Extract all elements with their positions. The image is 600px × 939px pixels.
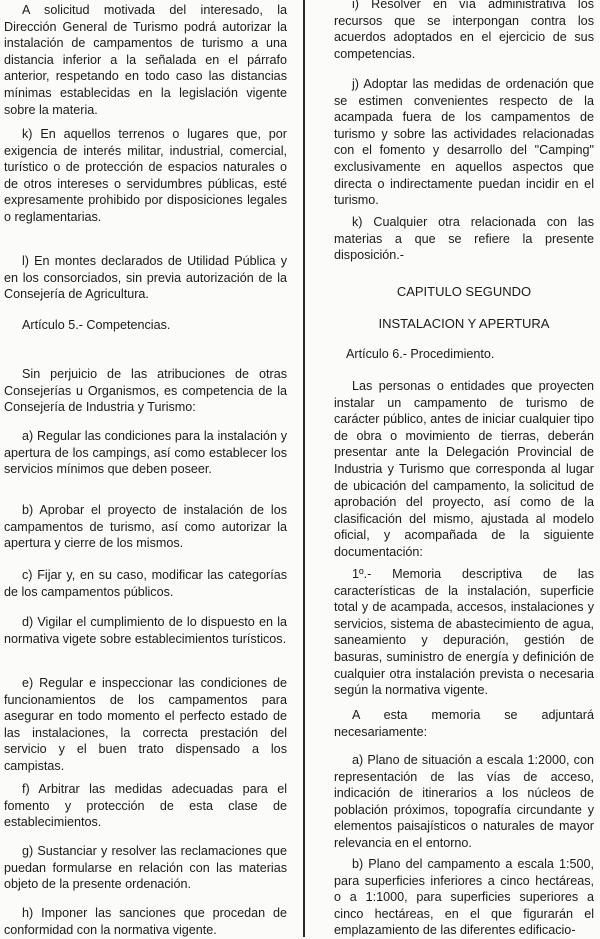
paragraph-competences-intro: Sin perjuicio de las atribuciones de otras Consejerías u Organismos, es competencia de la Consejería de Industria y Turismo: xyxy=(4,367,287,415)
paragraph-item-h-sanctions: h) Imponer las sanciones que procedan de conformidad con la normativa vigente. xyxy=(4,906,287,937)
paragraph-item-k-restricted-lands: k) En aquellos terrenos o lugares que, por exigencia de interés militar, industrial, comercial, turístico o de protección de espacios naturales o de otros intereses o servidumbres públicas, esté expresamente prohibido por disposiciones legales o reglamentarias. xyxy=(4,127,287,224)
paragraph-memoria-attachment: A esta memoria se adjuntará necesariamente: xyxy=(334,708,594,739)
paragraph-procedure: Las personas o entidades que proyecten instalar un campamento de turismo de carácter público, antes de iniciar cualquier tipo de obra o movimiento de tierras, deberán presentar ante la Delegación Provincial de Industria y Turismo que corresponda al lugar de ubicación del campamento, la solicitud de aprobación del proyecto, así como de la clasificación del mismo, ajustada al modelo oficial, y acompañada de la siguiente documentación: xyxy=(334,379,594,559)
paragraph-item-g-claims: g) Sustanciar y resolver las reclamaciones que puedan formularse en relación con las materias objeto de la presente ordenación. xyxy=(4,844,287,892)
section-heading: INSTALACION Y APERTURA xyxy=(378,316,550,331)
paragraph-item-e-inspect: e) Regular e inspeccionar las condiciones de funcionamientos de los campamentos para asegurar en todo momento el perfecto estado de las instalaciones, la correcta prestación del servicio y el buen trato dispensado a los campistas. xyxy=(4,676,287,773)
paragraph-item-j-camping-measures: j) Adoptar las medidas de ordenación que se estimen convenientes respecto de la acampada fuera de los campamentos de turismo y sobre las actividades relacionadas con el fomento y desarrollo del "Camping" exclusivamente en aquellos aspectos que directa o indirectamente puedan incidir en el turismo. xyxy=(334,77,594,208)
paragraph-item-a-regulate: a) Regular las condiciones para la instalación y apertura de los campings, así como establecer los servicios mínimos que deben poseer. xyxy=(4,429,287,477)
column-divider xyxy=(303,0,305,937)
paragraph-item-b-camp-plan: b) Plano del campamento a escala 1:500, para superficies inferiores a cinco hectáreas, o a 1:1000, para superficies superiores a cinco hectáreas, en el que figurarán el emplazamiento de las diferentes edificacio- xyxy=(334,857,594,938)
paragraph-item-l-public-forests: l) En montes declarados de Utilidad Pública y en los consorciados, sin previa autorización de la Consejería de Agricultura. xyxy=(4,254,287,302)
paragraph-item-k-other: k) Cualquier otra relacionada con las materias a que se refiere la presente disposición.- xyxy=(334,215,594,263)
paragraph-item-c-categories: c) Fijar y, en su caso, modificar las categorías de los campamentos públicos. xyxy=(4,568,287,599)
paragraph-item-f-arbitrate: f) Arbitrar las medidas adecuadas para el fomento y protección de esta clase de establecimientos. xyxy=(4,782,287,830)
paragraph-item-a-location-plan: a) Plano de situación a escala 1:2000, con representación de las vías de acceso, indicación de itinerarios a los núcleos de población próximos, topografía circundante y elementos paisajísticos o naturales de mayor relevancia en el entorno. xyxy=(334,753,594,850)
paragraph-item-1-memoria: 1º.- Memoria descriptiva de las características de la instalación, superficie total y de acampada, accesos, instalaciones y servicios, sistema de abastecimiento de agua, saneamiento y depuración, gestión de basuras, suministro de energía y definición de cualquier otra instalación prevista o necesaria según la normativa vigente. xyxy=(334,567,594,698)
paragraph-item-b-approve: b) Aprobar el proyecto de instalación de los campamentos de turismo, así como autorizar la apertura y cierre de los mismos. xyxy=(4,503,287,551)
article-6-heading: Artículo 6.- Procedimiento. xyxy=(346,347,495,361)
paragraph-item-i-appeals: i) Resolver en vía administrativa los recursos que se interpongan contra los acuerdos adoptados en el ejercicio de sus competencias. xyxy=(334,0,594,61)
paragraph-item-d-monitor: d) Vigilar el cumplimiento de lo dispuesto en la normativa vigete sobre establecimientos turísticos. xyxy=(4,615,287,646)
article-5-heading: Artículo 5.- Competencias. xyxy=(22,318,171,332)
chapter-heading: CAPITULO SEGUNDO xyxy=(396,284,532,299)
paragraph-distance-authorization: A solicitud motivada del interesado, la Dirección General de Turismo podrá autorizar la instalación de campamentos de turismo a una distancia inferior a la señalada en el párrafo anterior, respetando en todo caso las distancias mínimas establecidas en la legislación vigente sobre la materia. xyxy=(4,3,287,117)
